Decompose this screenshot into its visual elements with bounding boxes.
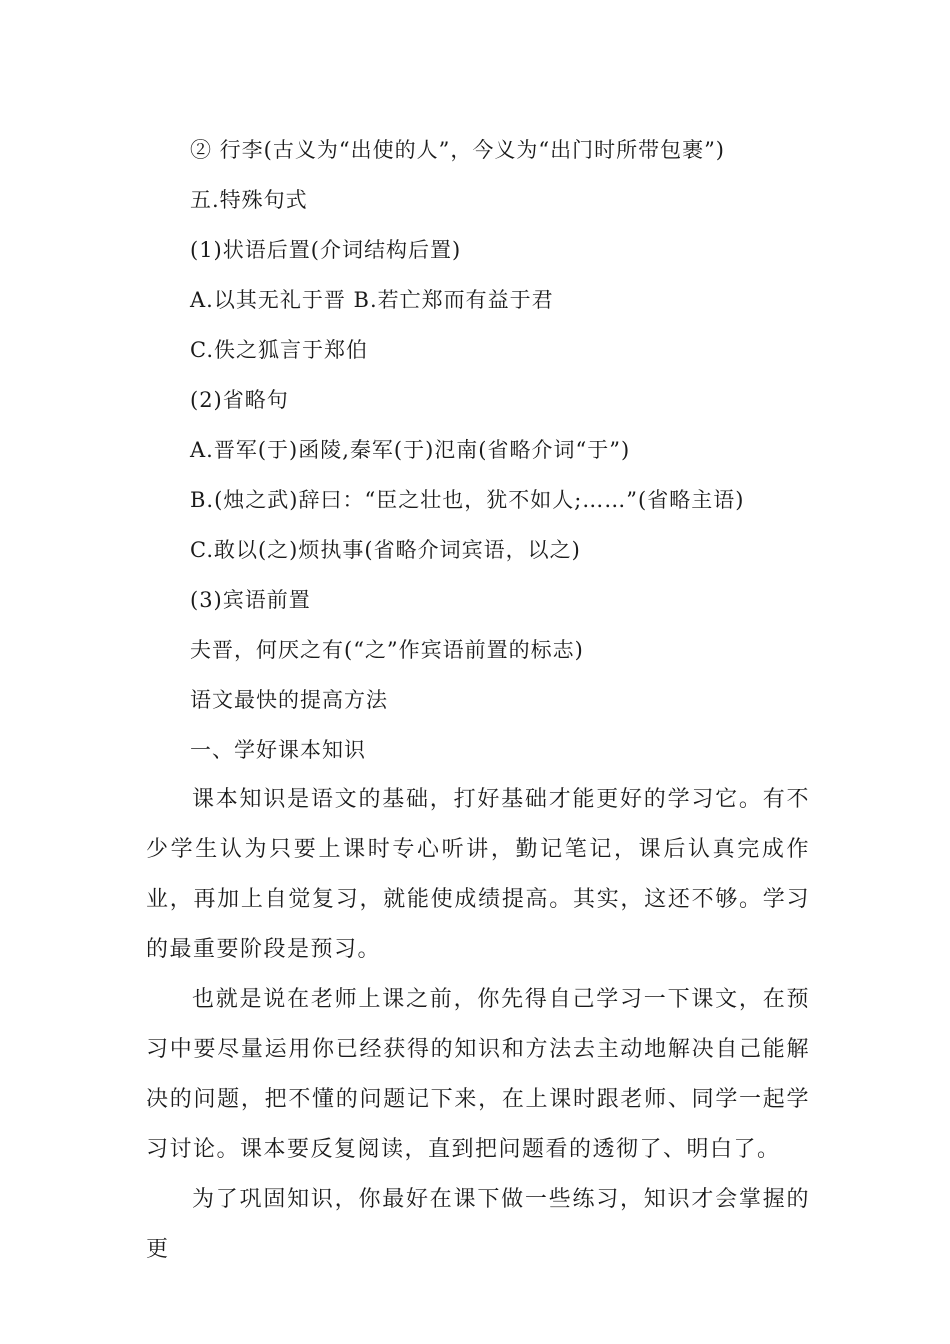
text-line-object-preposing: (3)宾语前置 [190,588,311,612]
text-line-ellipsis-b: B.(烛之武)辞曰：“臣之壮也，犹不如人;……”(省略主语) [190,488,745,512]
text-line-object-preposing-example: 夫晋，何厌之有(“之”作宾语前置的标志) [190,638,584,662]
paragraph-consolidate: 为了巩固知识，你最好在课下做一些练习，知识才会掌握的更 [146,1187,810,1262]
text-line-xingli: ② 行李(古义为“出使的人”，今义为“出门时所带包裹”) [190,138,726,162]
text-line-ellipsis-c: C.敢以(之)烦执事(省略介词宾语，以之) [190,538,581,562]
paragraph-textbook-basics: 课本知识是语文的基础，打好基础才能更好的学习它。有不少学生认为只要上课时专心听讲，勤记笔记，课后认真完成作业，再加上自觉复习，就能使成绩提高。其实，这还不够。学习的最重要阶段是预习。 [146,787,810,962]
text-line-example-c: C.佚之狐言于郑伯 [190,338,368,362]
section-heading-methods: 语文最快的提高方法 [190,688,388,712]
text-line-ellipsis: (2)省略句 [190,388,289,412]
paragraph-preview: 也就是说在老师上课之前，你先得自己学习一下课文，在预习中要尽量运用你已经获得的知识和方法去主动地解决自己能解决的问题，把不懂的问题记下来，在上课时跟老师、同学一起学习讨论。课本要反复阅读，直到把问题看的透彻了、明白了。 [146,987,810,1162]
text-line-adverbial-postposition: (1)状语后置(介词结构后置) [190,238,462,262]
text-line-example-ab: A.以其无礼于晋 B.若亡郑而有益于君 [190,288,554,312]
text-line-ellipsis-a: A.晋军(于)函陵,秦军(于)氾南(省略介词“于”) [190,438,631,462]
section-heading-special-sentences: 五.特殊句式 [190,188,308,212]
section-heading-textbook: 一、学好课本知识 [190,738,366,762]
